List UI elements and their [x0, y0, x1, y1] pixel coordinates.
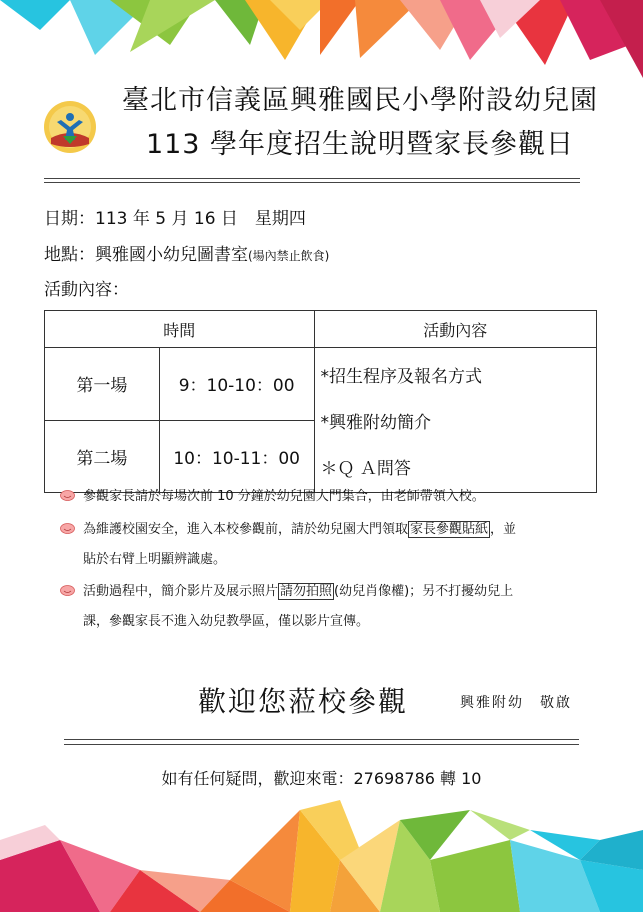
place-line — [44, 240, 329, 265]
schedule-table — [44, 310, 597, 493]
school-name: 臺北市信義區興雅國民小學附設幼兒園 — [122, 85, 598, 116]
note-3-continuation: 課，參觀家長不進入幼兒教學區，僅以影片宣傳。 — [83, 614, 370, 629]
session-name: 第一場 — [45, 348, 160, 421]
date-label: 日期： — [44, 209, 95, 229]
smile-bullet-icon — [60, 585, 75, 596]
footer-divider — [64, 739, 579, 740]
place-note: (場內禁止飲食) — [248, 249, 330, 263]
activity-item: *招生程序及報名方式 — [320, 367, 483, 387]
table-header-row — [45, 311, 597, 348]
activity-item: ＊Ｑ Ａ問答 — [320, 459, 411, 479]
school-logo — [43, 100, 97, 154]
activity-header: 活動內容 — [314, 311, 596, 348]
footer-divider-2 — [64, 744, 579, 745]
date-value: 113 年 5 月 16 日 星期四 — [95, 209, 306, 229]
time-header: 時間 — [45, 311, 315, 348]
content-label: 活動內容： — [44, 280, 129, 300]
date-line — [44, 204, 306, 229]
no-photo-highlight: 請勿拍照 — [280, 584, 333, 599]
content-line — [44, 275, 129, 300]
session-time: 10：10-11：00 — [159, 420, 314, 493]
activity-list — [314, 348, 596, 493]
note-1: 參觀家長請於每場次前 10 分鐘於幼兒園大門集合，由老師帶領入校。 — [60, 482, 590, 512]
smile-bullet-icon — [60, 523, 75, 534]
note-2-continuation: 貼於右臂上明顯辨識處。 — [83, 552, 227, 567]
note-2: 為維護校園安全，進入本校參觀前，請於幼兒園大門領取 家長參觀貼紙 ，並 貼於右臂上明顯辨識處。 — [60, 515, 590, 575]
header-divider — [44, 178, 580, 179]
contact-line: 如有任何疑問，歡迎來電：27698786 轉 10 — [161, 769, 482, 788]
sticker-highlight: 家長參觀貼紙 — [410, 522, 489, 537]
activity-item: *興雅附幼簡介 — [320, 413, 432, 433]
note-3: 活動過程中，簡介影片及展示照片 請勿拍照 (幼兒肖像權)；另不打擾幼兒上 課，參觀家長不進入幼兒教學區，僅以影片宣傳。 — [60, 577, 590, 637]
smile-bullet-icon — [60, 490, 75, 501]
top-geometric-banner — [0, 0, 643, 80]
place-value: 興雅國小幼兒圖書室 — [95, 245, 248, 265]
place-label: 地點： — [44, 245, 95, 265]
session-name: 第二場 — [45, 420, 160, 493]
signature: 興雅附幼 敬啟 — [460, 695, 572, 711]
table-row — [45, 348, 597, 421]
header-divider-2 — [44, 182, 580, 183]
event-title: 113 學年度招生說明暨家長參觀日 — [145, 129, 575, 160]
session-time: 9：10-10：00 — [159, 348, 314, 421]
bottom-geometric-banner — [0, 800, 643, 912]
welcome-text: 歡迎您蒞校參觀 — [198, 685, 409, 718]
